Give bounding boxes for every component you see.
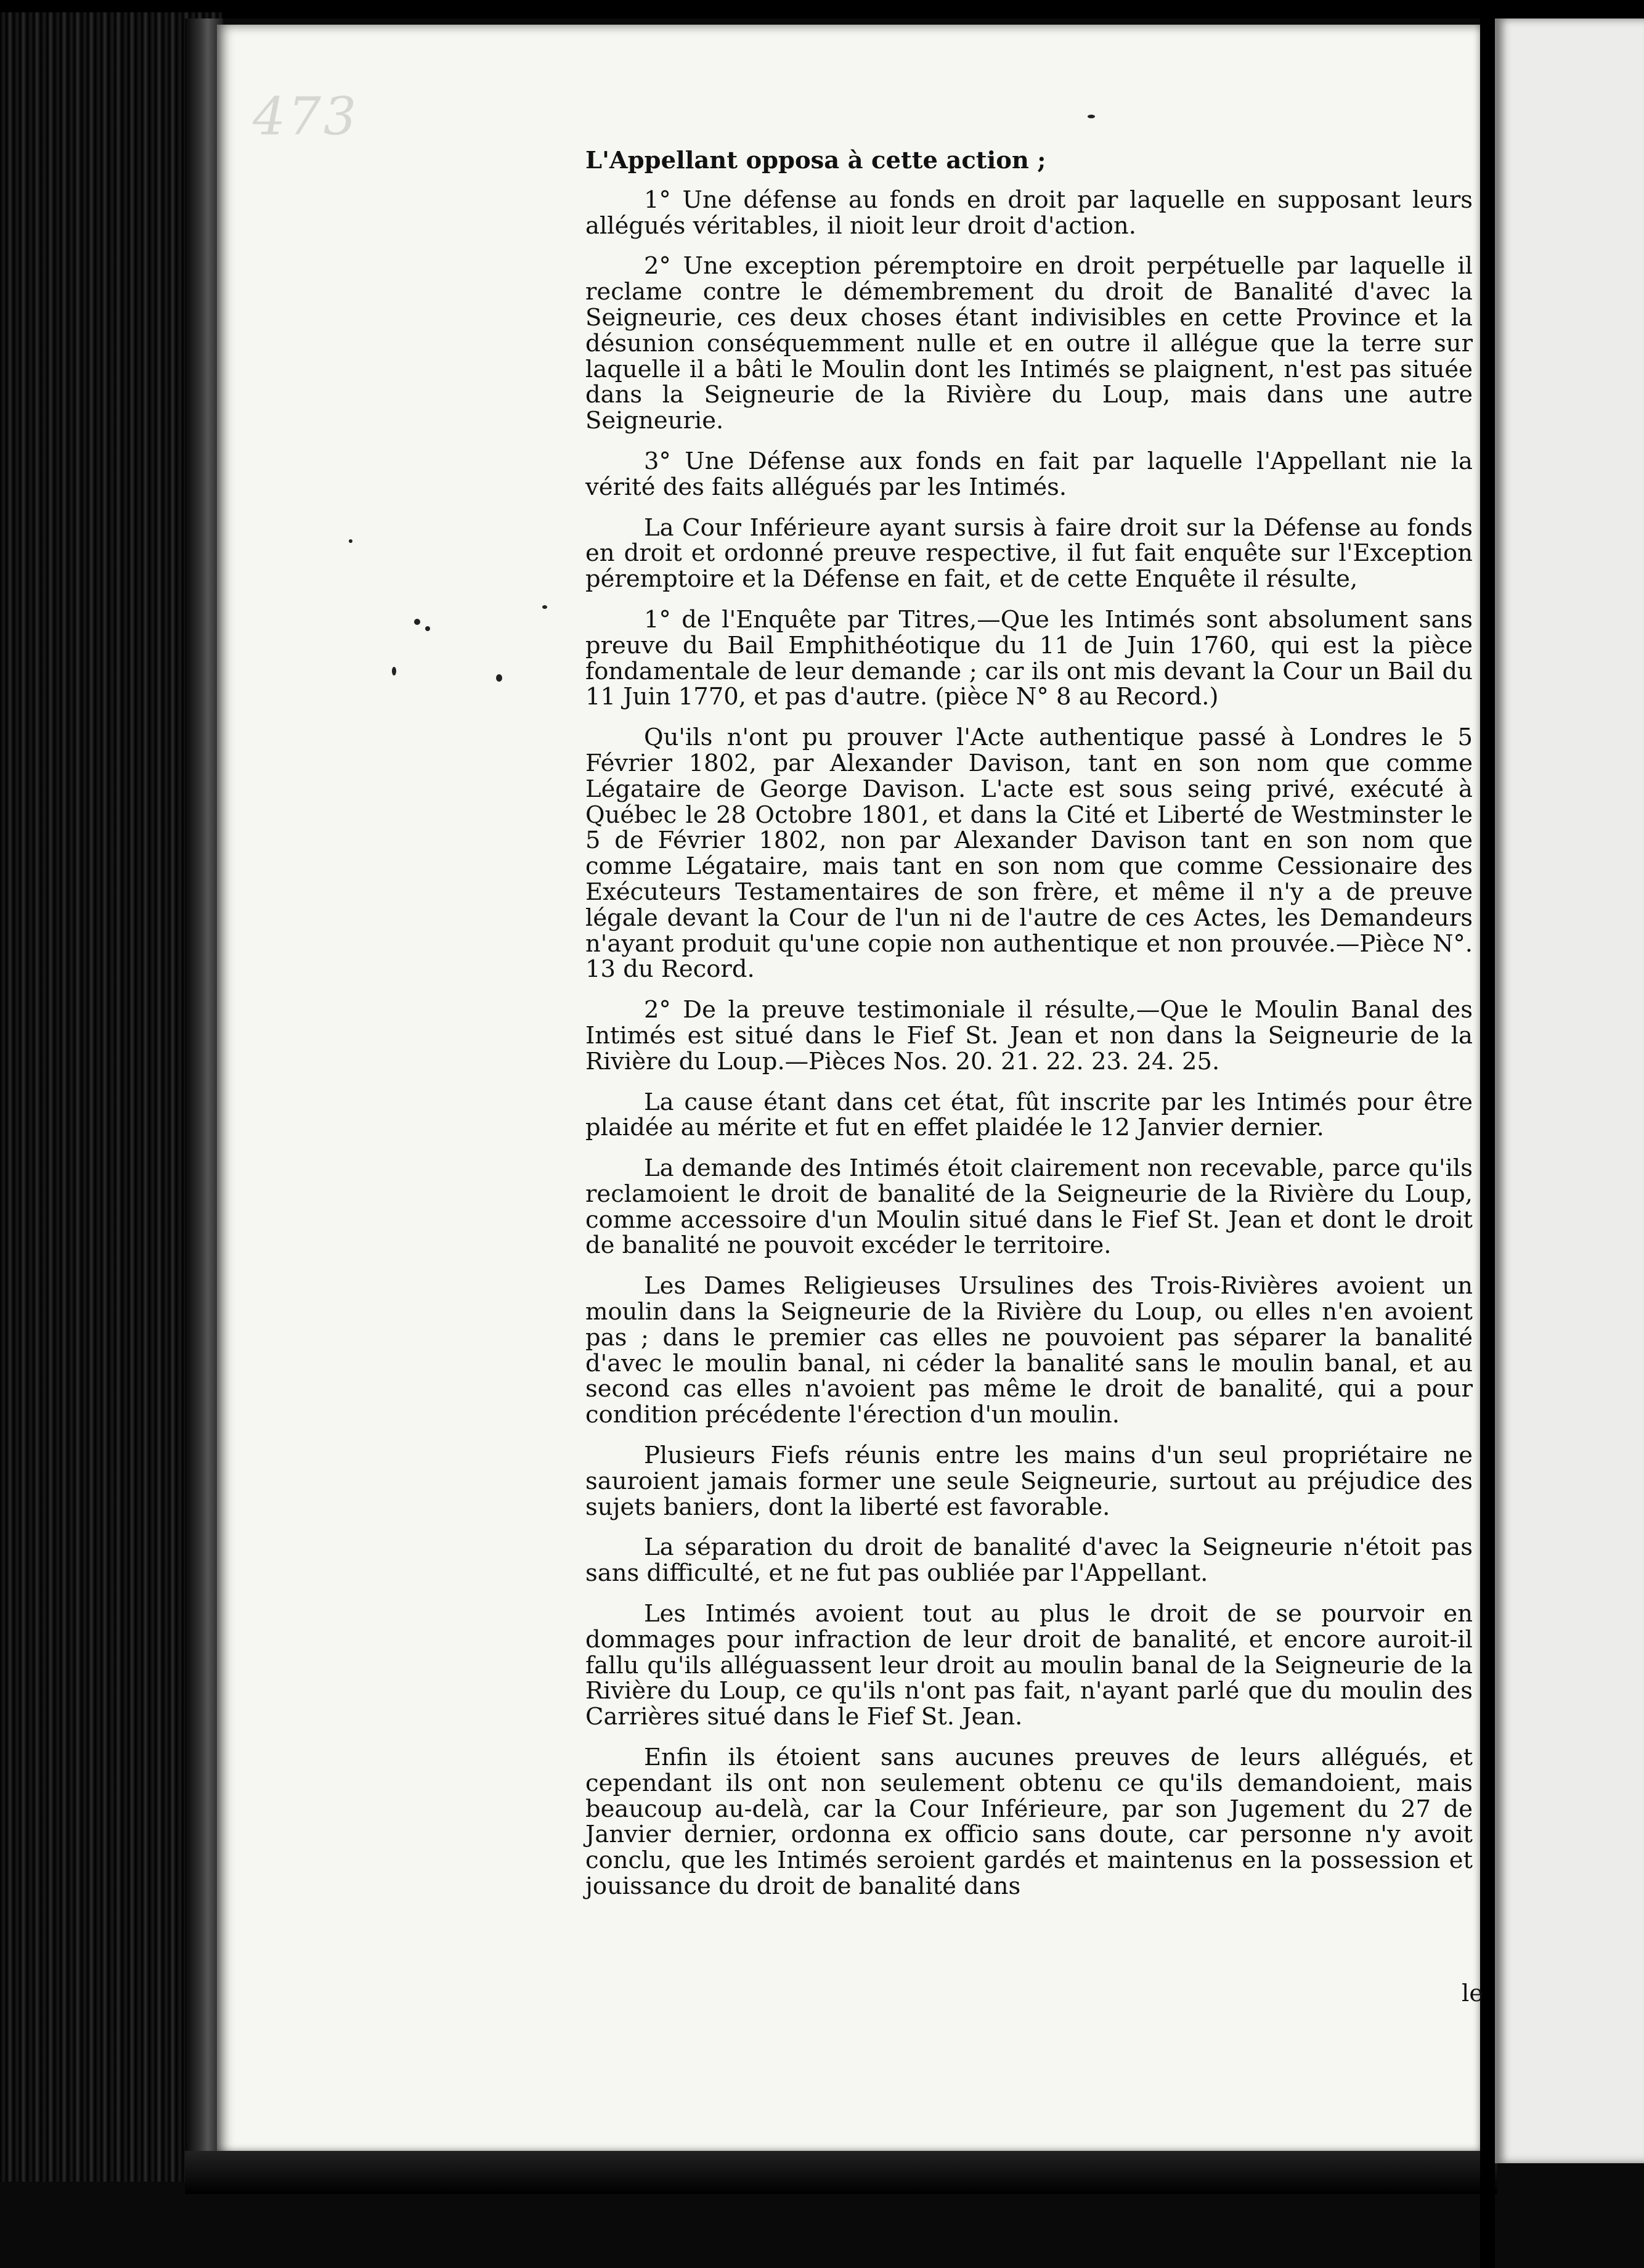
- paragraph: La cause étant dans cet état, fût inscrite par les Intimés pour être plaidée au mérite et fut en effet plaidée le 12 Janvier dernier.: [585, 1088, 1473, 1142]
- ink-speck: [414, 619, 420, 625]
- paragraph: 2° De la preuve testimoniale il résulte,—Que le Moulin Banal des Intimés est situé dans le Fief St. Jean et non dans la Seigneurie de la Rivière du Loup.—Pièces Nos. 20. 21. 22. 23. 24. 25.: [585, 996, 1473, 1075]
- paragraph: 1° Une défense au fonds en droit par laquelle en supposant leurs allégués véritables, il nioit leur droit d'action.: [585, 186, 1473, 240]
- gutter: [1480, 0, 1495, 2268]
- paragraph: L'Appellant opposa à cette action ;: [585, 147, 1046, 174]
- paragraph: Qu'ils n'ont pu prouver l'Acte authentique passé à Londres le 5 Février 1802, par Alexander Davison, tant en son nom que comme Légataire de George Davison. L'acte est sous seing privé, exécuté à Québec le 28 Octobre 1801, et dans la Cité et Liberté de Westminster le 5 de Février 1802, non par Alexander Davison tant en son nom que comme Légataire, mais tant en son nom que comme Cessionaire des Exécuteurs Testamentaires de son frère, et même il n'y a de preuve légale devant la Cour de l'un ni de l'autre de ces Actes, les Demandeurs n'ayant produit qu'une copie non authentique et non prouvée.—Pièce N°. 13 du Record.: [585, 724, 1473, 984]
- bottom-frame: [185, 2151, 1497, 2194]
- ink-speck: [425, 626, 430, 631]
- paragraph: Enfin ils étoient sans aucunes preuves de leurs allégués, et cependant ils ont non seulement obtenu ce qu'ils demandoient, mais beaucoup au-delà, car la Cour Inférieure, par son Jugement du 27 de Janvier dernier, ordonna ex officio sans doute, car personne n'y avoit conclu, que les Intimés seroient gardés et maintenus en la possession et jouissance du droit de banalité dans: [585, 1744, 1473, 1901]
- paragraph: Plusieurs Fiefs réunis entre les mains d'un seul propriétaire ne sauroient jamais former une seule Seigneurie, surtout au préjudice des sujets baniers, dont la liberté est favorable.: [585, 1442, 1473, 1521]
- paragraph: 1° de l'Enquête par Titres,—Que les Intimés sont absolument sans preuve du Bail Emphithéotique du 11 de Juin 1760, qui est la pièce fondamentale de leur demande ; car ils ont mis devant la Cour un Bail du 11 Juin 1770, et pas d'autre. (pièce N° 8 au Record.): [585, 605, 1473, 711]
- paragraph: 3° Une Défense aux fonds en fait par laquelle l'Appellant nie la vérité des faits allégués par les Intimés.: [585, 447, 1473, 501]
- paragraph: 2° Une exception péremptoire en droit perpétuelle par laquelle il reclame contre le démembrement du droit de Banalité d'avec la Seigneurie, ces deux choses étant indivisibles en cette Province et la désunion conséquemment nulle et en outre il allégue que la terre sur laquelle il a bâti le Moulin dont les Intimés se plaignent, n'est pas située dans la Seigneurie de la Rivière du Loup, mais dans une autre Seigneurie.: [585, 252, 1473, 435]
- body-text: [585, 148, 1473, 1914]
- top-frame: [0, 0, 1644, 18]
- ink-speck: [1088, 115, 1095, 118]
- ink-speck: [542, 605, 547, 609]
- ink-speck: [392, 667, 396, 675]
- paragraph: Les Intimés avoient tout au plus le droit de se pourvoir en dommages pour infraction de leur droit de banalité, et encore auroit-il fallu qu'ils alléguassent leur droit au moulin banal de la Seigneurie de la Rivière du Loup, ce qu'ils n'ont pas fait, n'ayant parlé que du moulin des Carrières situé dans le Fief St. Jean.: [585, 1600, 1473, 1731]
- facing-page-edge: [1495, 18, 1644, 2163]
- paragraph: La séparation du droit de banalité d'avec la Seigneurie n'étoit pas sans difficulté, et ne fut pas oubliée par l'Appellant.: [585, 1533, 1473, 1588]
- ink-speck: [496, 674, 502, 682]
- ink-speck: [349, 539, 352, 543]
- catchword: le: [1462, 1980, 1484, 2007]
- paragraph: La Cour Inférieure ayant sursis à faire droit sur la Défense au fonds en droit et ordonné preuve respective, il fut fait enquête sur l'Exception péremptoire et la Défense en fait, et de cette Enquête il résulte,: [585, 513, 1473, 594]
- corner-page-mark: 473: [253, 86, 359, 147]
- paragraph: Les Dames Religieuses Ursulines des Trois-Rivières avoient un moulin dans la Seigneurie de la Rivière du Loup, ou elles n'en avoient pas ; dans le premier cas elles ne pouvoient pas séparer la banalité d'avec le moulin banal, ni céder la banalité sans le moulin banal, et au second cas elles n'avoient pas même le droit de banalité, qui a pour condition précédente l'érection d'un moulin.: [585, 1272, 1473, 1429]
- paragraph: La demande des Intimés étoit clairement non recevable, parce qu'ils reclamoient le droit de banalité de la Seigneurie de la Rivière du Loup, comme accessoire d'un Moulin situé dans le Fief St. Jean et dont le droit de banalité ne pouvoit excéder le territoire.: [585, 1154, 1473, 1260]
